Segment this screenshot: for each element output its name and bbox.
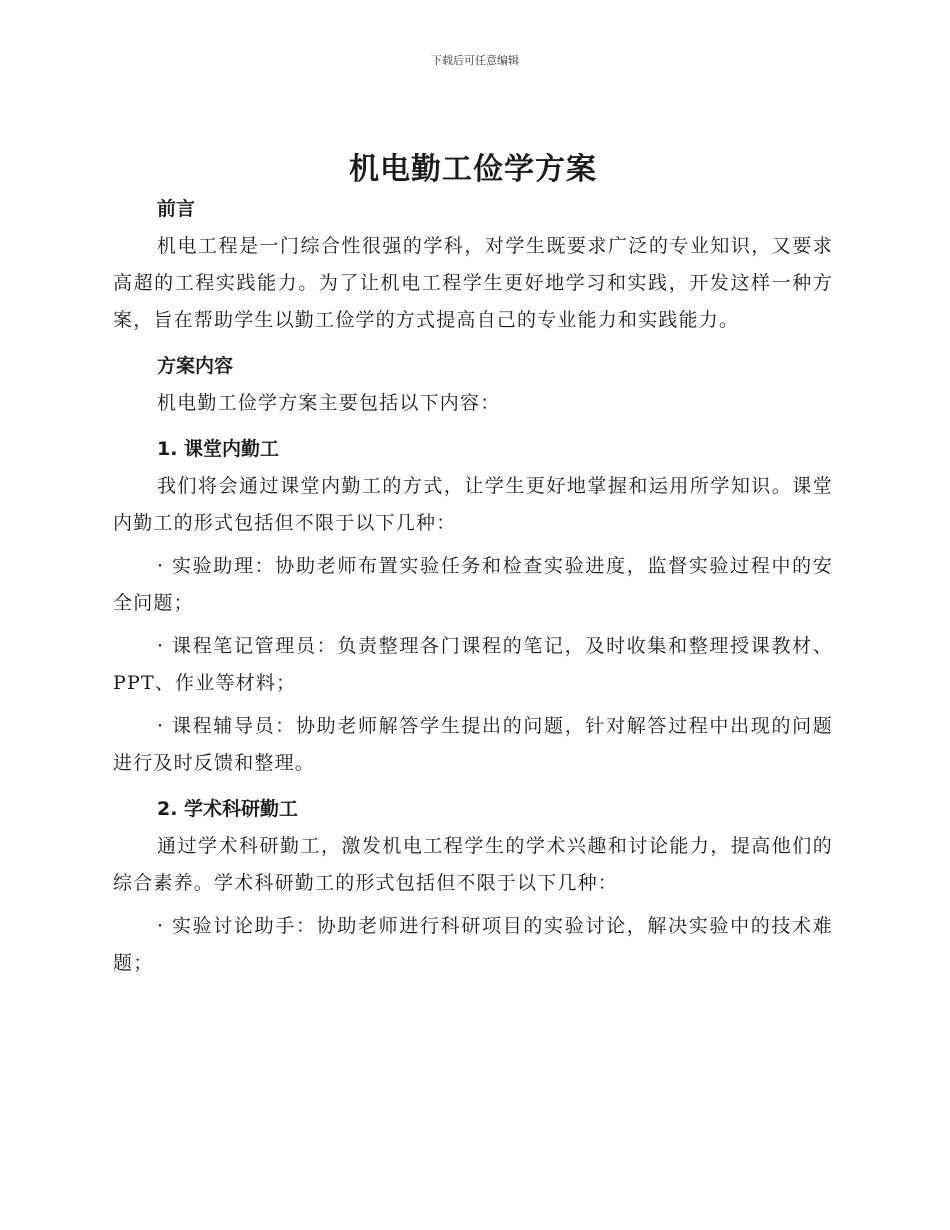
section1-heading: 1. 课堂内勤工 [157,438,280,460]
document-body [113,150,833,982]
content-heading: 方案内容 [157,355,234,377]
section1-intro-paragraph: 我们将会通过课堂内勤工的方式，让学生更好地掌握和运用所学知识。课堂内勤工的形式包括但不限于以下几种： [113,475,833,534]
section2-heading: 2. 学术科研勤工 [157,798,299,820]
content-intro-paragraph: 机电勤工俭学方案主要包括以下内容： [157,392,501,414]
document-title: 机电勤工俭学方案 [349,152,597,187]
section1-item: · 课程笔记管理员：负责整理各门课程的笔记，及时收集和整理授课教材、PPT、作业等材料； [113,635,833,694]
section2-item: · 实验讨论助手：协助老师进行科研项目的实验讨论，解决实验中的技术难题； [113,915,833,974]
section2-intro-paragraph: 通过学术科研勤工，激发机电工程学生的学术兴趣和讨论能力，提高他们的综合素养。学术科研勤工的形式包括但不限于以下几种： [113,835,833,894]
section1-item: · 实验助理：协助老师布置实验任务和检查实验进度，监督实验过程中的安全问题； [113,555,833,614]
preface-paragraph: 机电工程是一门综合性很强的学科，对学生既要求广泛的专业知识，又要求高超的工程实践能力。为了让机电工程学生更好地学习和实践，开发这样一种方案，旨在帮助学生以勤工俭学的方式提高自己的专业能力和实践能力。 [113,235,833,331]
page-header-note: 下载后可任意编辑 [431,54,519,67]
preface-heading: 前言 [157,198,196,220]
section1-item: · 课程辅导员：协助老师解答学生提出的问题，针对解答过程中出现的问题进行及时反馈和整理。 [113,715,833,774]
